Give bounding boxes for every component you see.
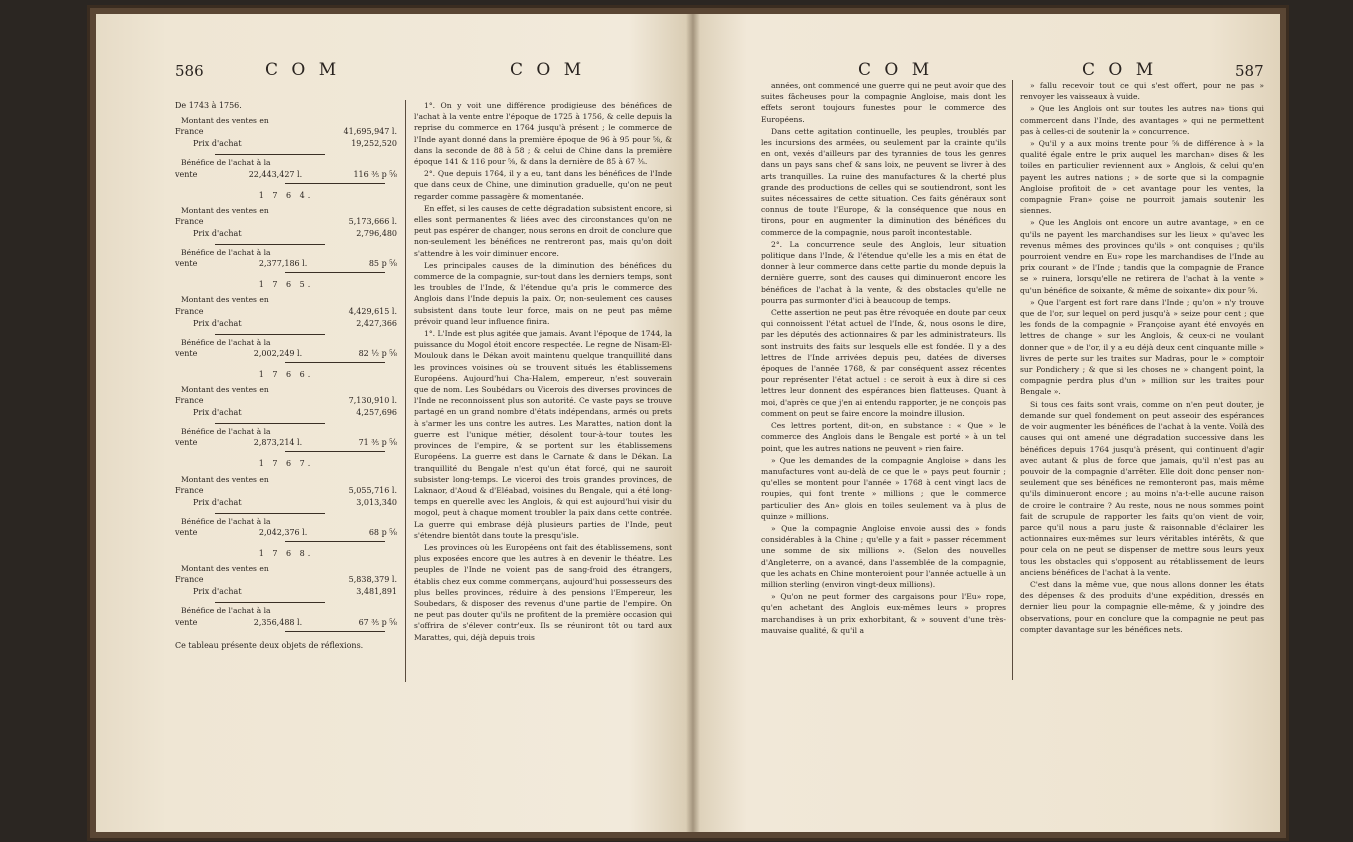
sum-rule [215,154,325,155]
block-rule [285,631,385,632]
vente-value: 22,443,427 l. [248,169,303,179]
prix-label: Prix d'achat [193,229,242,239]
paragraph: Les provinces où les Européens ont fait des établissemens, sont plus exposées encore que les autres à en devenir le théatre. Les peuples de l'Inde ne voient pas de sang-froid des étrangers, établis chez eux comme commerçans, aujourd'hui possesseurs des plus belles provinces, réduire à des pensions l'Empereur, les Soubedars, & disposer des revenus d'une partie de l'empire. On ne peut pas douter qu'ils ne profitent de la première occasion qui s'offrira de s'élever contr'eux. Ils se réuniront tôt ou tard aux Marattes, qui, déjà depuis trois [414,542,672,642]
france-label: France [175,217,204,227]
france-label: France [175,306,204,316]
prix-label: Prix d'achat [193,408,242,418]
percent-value: 68 p ⅝ [368,528,397,538]
prix-value: 2,796,480 [356,229,397,239]
year-heading: 1 7 6 7. [258,459,314,469]
montant-label: Montant des ventes en [181,116,269,126]
sum-rule [215,423,325,424]
block-rule [285,541,385,542]
paragraph: 2°. Que depuis 1764, il y a eu, tant dans les bénéfices de l'Inde que dans ceux de Chine, une diminution graduelle, qu'on ne peut regarder comme passagère & momentanée. [414,169,672,201]
vente-value: 2,002,249 l. [253,348,303,358]
year-block [175,458,397,542]
benefice-label: Bénéfice de l'achat à la [181,606,271,616]
page-header-left-col2: C O M [510,60,586,80]
france-label: France [175,127,204,137]
paragraph: années, ont commencé une guerre qui ne peut avoir que des suites fâcheuses pour la compagnie Angloise, mais dont les effets seront toujours funestes pour le commerce des Européens. [761,81,1006,124]
year-block [175,369,397,453]
france-value: 41,695,947 l. [343,127,397,137]
page-header-right-col1: C O M [858,60,934,80]
vente-label: vente [175,617,198,627]
paragraph: » Que la compagnie Angloise envoie aussi des » fonds considérables à la Chine ; qu'elle y a fait » passer récemment une somme de six millions ». (Selon des nouvelles d'Angleterre, on a avancé, dans l'assemblée de la compagnie, que les achats en Chine monteroient pour l'année actuelle à un million sterling (environ vingt-deux millions). [761,523,1006,589]
vente-label: vente [175,259,198,269]
sum-rule [215,244,325,245]
page-header-left: C O M [265,60,341,80]
paragraph: Les principales causes de la diminution des bénéfices du commerce de la compagnie, sur-tout dans les derniers temps, sont les troubles de l'Inde, & l'étendue qu'a pris le commerce des Anglois dans l'Inde depuis la paix. Or, non-seulement ces causes subsistent dans toute leur force, mais on ne peut pas même prévoir quand leur influence finira. [414,260,672,326]
benefice-label: Bénéfice de l'achat à la [181,248,271,258]
montant-label: Montant des ventes en [181,564,269,574]
paragraph: » fallu recevoir tout ce qui s'est offert, pour ne pas » renvoyer les vaisseaux à vuide. [1020,81,1264,102]
prix-label: Prix d'achat [193,497,242,507]
france-value: 5,055,716 l. [348,485,397,495]
benefice-label: Bénéfice de l'achat à la [181,158,271,168]
montant-label: Montant des ventes en [181,295,269,305]
paragraph: 2°. La concurrence seule des Anglois, leur situation politique dans l'Inde, & l'étendue qu'elle les a mis en état de donner à leur commerce dans cette partie du monde depuis la dernière guerre, sont des causes qui diminueront encore les bénéfices de l'achat à la vente, & des obstacles qu'elle ne pourra pas surmonter d'ici à beaucoup de temps. [761,239,1006,305]
france-label: France [175,575,204,585]
benefice-label: Bénéfice de l'achat à la [181,337,271,347]
year-heading: 1 7 6 4. [258,190,314,200]
year-block [175,190,397,274]
benefice-label: Bénéfice de l'achat à la [181,516,271,526]
page-number-left: 586 [175,62,204,80]
vente-value: 2,377,186 l. [258,259,308,269]
paragraph: » Qu'on ne peut former des cargaisons pour l'Eu» rope, qu'en achetant des Anglois eux-mêmes leurs » propres marchandises à un prix exhorbitant, & » souvent d'une très-mauvaise qualité, & qu'il a [761,592,1006,635]
paragraph: Dans cette agitation continuelle, les peuples, troublés par les incursions des armées, ou seulement par la crainte qu'ils en ont, vexés d'ailleurs par des tyrannies de tous les genres dans un pays sans chef & sans loix, ne peuvent se livrer à des arts tranquilles. La ruine des manufactures & la cherté plus grande des productions de celles qui se soutiendront, sont les suites nécessaires de cette situation. Ces faits généraux sont connus de toute l'Europe, & la conséquence que nous en tirons, pour en augmenter la diminution des bénéfices du commerce de la compagnie, nous paroît incontestable. [761,126,1006,237]
paragraph: 1°. L'Inde est plus agitée que jamais. Avant l'époque de 1744, la puissance du Mogol étoit encore respectée. Le regne de Nisam-El-Moulouk dans le Dékan avoit maintenu quelque tranquillité dans les provinces voisines où se trouvent situés les établissemens Européens. Aujourd'hui Cha-Halem, empereur, n'est souverain que de nom. Les Soubédars ou Vicerois des diverses provinces de l'Inde ne reconnoissent plus son autorité. Ce vaste pays se trouve partagé en un grand nombre d'états indépendans, armés ou prets à s'armer les uns contre les autres. Les Marattes, nation dont la guerre est l'unique métier, désolent tour-à-tour toutes les provinces de l'empire, & se portent sur les établissemens Européens. La guerre est dans le Carnate & dans le Dékan. La tranquillité du Bengale n'est qu'un état forcé, qui ne sauroit subsister long-temps. Le viceroi des trois grandes provinces, de Laknaor, d'Aoud & d'Eléabad, voisines du Bengale, qui a été long-temps en querelle avec les Anglois, & qui est aujourd'hui visir du mogol, peut à chaque moment troubler la paix dans cette contrée. La guerre qui embrase déjà plusieurs parties de l'Inde, peut s'étendre bientôt dans toute la presqu'isle. [414,329,672,540]
france-value: 7,130,910 l. [348,396,397,406]
column-divider-left [405,100,406,682]
france-label: France [175,485,204,495]
year-block [175,111,397,183]
paragraph: » Que les Anglois ont sur toutes les autres na» tions qui commercent dans l'Inde, des avantages » qui ne permettent pas à celles-ci de soutenir la » concurrence. [1020,104,1264,136]
percent-value: 71 ⅗ p ⅝ [358,438,397,448]
vente-label: vente [175,438,198,448]
percent-value: 116 ⅗ p ⅝ [353,169,397,179]
page-header-right-col2: C O M [1082,60,1158,80]
paragraph: » Que l'argent est fort rare dans l'Inde ; qu'on » n'y trouve que de l'or, sur lequel on perd jusqu'à » seize pour cent ; que les fonds de la compagnie » Françoise ayant été envoyés en lettres de change » sur les Anglois, & ceux-ci ne voulant donner que » de l'or, il y a eu déjà deux cent cinquante mille » livres de perte sur les traites sur Madras, pour le » comptoir sur Pondichery ; & que si les choses ne » changent point, la compagnie perdra plus d'un » million sur les traites pour Bengale ». [1020,297,1264,397]
year-block [175,279,397,363]
paragraph: Si tous ces faits sont vrais, comme on n'en peut douter, je demande sur quel fondement on peut asseoir des espérances de voir augmenter les bénéfices de l'achat à la vente. Voilà des causes qui ont amené une dégradation successive dans les bénéfices depuis 1764 jusqu'à présent, qui continuent d'agir avec autant & plus de force que jamais, qu'il n'est pas au pouvoir de la compagnie d'arrêter. Elle doit donc penser non-seulement que ses bénéfices ne remonteront pas, mais même qu'ils diminueront encore ; au moins n'a-t-elle aucune raison de croire le contraire ? Au reste, nous ne nous sommes point fait de scrupule de rapporter les faits qu'on vient de voir, parce qu'il nous a paru juste & raisonnable d'éclairer les actionnaires eux-mêmes sur leurs véritables intérêts, & que pour cela on ne peut se dispenser de mettre sous leurs yeux tous les obstacles qui s'opposent au rétablissement de leurs anciens bénéfices de l'achat à la vente. [1020,399,1264,577]
table-closing: Ce tableau présente deux objets de réflexions. [175,640,364,650]
year-heading: 1 7 6 5. [258,280,314,290]
france-label: France [175,396,204,406]
sum-rule [215,334,325,335]
paragraph: C'est dans la même vue, que nous allons donner les états des dépenses & des produits d'une expédition, dressés en dernier lieu pour la compagnie elle-même, & y joindre des observations, pour en conclure que la compagnie ne peut pas compter davantage sur les bénéfices nets. [1020,579,1264,634]
right-text-column-2 [1020,80,1264,636]
paragraph: En effet, si les causes de cette dégradation subsistent encore, si elles sont permanentes & liées avec des circonstances qu'on ne peut pas espérer de changer, nous serons en droit de conclure que non-seulement les bénéfices ne rentreront pas, mais qu'on doit s'attendre à les voir diminuer encore. [414,203,672,258]
block-rule [285,451,385,452]
montant-label: Montant des ventes en [181,205,269,215]
paragraph: Cette assertion ne peut pas être révoquée en doute par ceux qui connoissent l'état actuel de l'Inde, &, nous osons le dire, par les députés des actionnaires & par les administrateurs. Ils sont instruits des faits sur lesquels elle est fondée. Il y a des lettres de l'Inde arrivées depuis peu, datées de diverses époques de l'année 1768, & par conséquent assez récentes pour représenter l'état actuel : ce seroit à eux à dire si ces lettres leur donnent des espérances bien flatteuses. Quant à moi, d'après ce que j'en ai entendu rapporter, je ne conçois pas comment on peut se faire encore la moindre illusion. [761,308,1006,418]
block-rule [285,183,385,184]
block-rule [285,362,385,363]
block-rule [285,272,385,273]
sales-table [175,100,397,651]
vente-value: 2,042,376 l. [258,528,308,538]
vente-value: 2,873,214 l. [253,438,303,448]
percent-value: 85 p ⅝ [368,259,397,269]
year-heading: 1 7 6 8. [258,549,314,559]
france-value: 5,838,379 l. [348,575,397,585]
vente-label: vente [175,528,198,538]
sum-rule [215,513,325,514]
paragraph: » Que les demandes de la compagnie Angloise » dans les manufactures vont au-delà de ce que le » pays peut fournir ; qu'elles se montent pour l'année » 1768 à cent vingt lacs de roupies, qui font trente » millions ; que le commerce particulier des An» glois en toiles seulement va à plus de quinze » millions. [761,455,1006,521]
paragraph: » Que les Anglois ont encore un autre avantage, » en ce qu'ils ne payent les marchandises sur les lieux » qu'avec les revenus mêmes des provinces qu'ils » ont conquises ; qu'ils pourroient vendre en Eu» rope les marchandises de l'Inde au prix courant » de l'Inde ; tandis que la compagnie de France se » ruinera, lorsqu'elle ne retirera de l'achat à la vente » qu'un bénéfice de soixante, & même de soixante» dix pour ⅝. [1020,218,1264,295]
prix-value: 19,252,520 [351,139,397,149]
vente-label: vente [175,169,198,179]
vente-label: vente [175,348,198,358]
prix-value: 3,481,891 [356,587,397,597]
prix-value: 2,427,366 [356,318,397,328]
prix-value: 3,013,340 [356,497,397,507]
percent-value: 67 ⅗ p ⅝ [358,617,397,627]
benefice-label: Bénéfice de l'achat à la [181,427,271,437]
right-text-column-1 [761,80,1006,637]
paragraph: » Qu'il y a aux moins trente pour ⅝ de différence à » la qualité égale entre le prix auquel les marchan» dises & les toiles en particulier reviennent aux » Anglois, & celui qu'en payent les autres nations ; » de sorte que si la compagnie Angloise profitoit de » cet avantage pour les ventes, la compagnie Fran» çoise ne pourroit jamais soutenir les siennes. [1020,139,1264,216]
france-value: 4,429,615 l. [348,306,397,316]
prix-label: Prix d'achat [193,318,242,328]
year-block [175,548,397,632]
book-gutter [686,14,700,832]
column-divider-right [1012,80,1013,680]
sum-rule [215,602,325,603]
vente-value: 2,356,488 l. [253,617,303,627]
paragraph: Ces lettres portent, dit-on, en substance : « Que » le commerce des Anglois dans le Bengale est porté » à un tel point, que les autres nations ne peuvent » rien faire. [761,421,1006,453]
percent-value: 82 ½ p ⅝ [358,348,397,358]
prix-label: Prix d'achat [193,587,242,597]
paragraph: 1°. On y voit une différence prodigieuse des bénéfices de l'achat à la vente entre l'époque de 1725 à 1756, & celle depuis la reprise du commerce en 1764 jusqu'à présent ; le commerce de l'Inde ayant donné dans la première époque de 96 à 95 pour ⅝, & dans la seconde de 88 à 58 ; & celui de Chine dans la première époque 141 & 116 pour ⅝, & dans la dernière de 85 à 67 ⅗. [414,101,672,167]
table-intro: De 1743 à 1756. [175,101,242,110]
montant-label: Montant des ventes en [181,474,269,484]
prix-value: 4,257,696 [356,408,397,418]
left-text-column [414,100,672,644]
year-heading: 1 7 6 6. [258,369,314,379]
page-number-right: 587 [1235,62,1264,80]
france-value: 5,173,666 l. [348,217,397,227]
montant-label: Montant des ventes en [181,385,269,395]
prix-label: Prix d'achat [193,139,242,149]
